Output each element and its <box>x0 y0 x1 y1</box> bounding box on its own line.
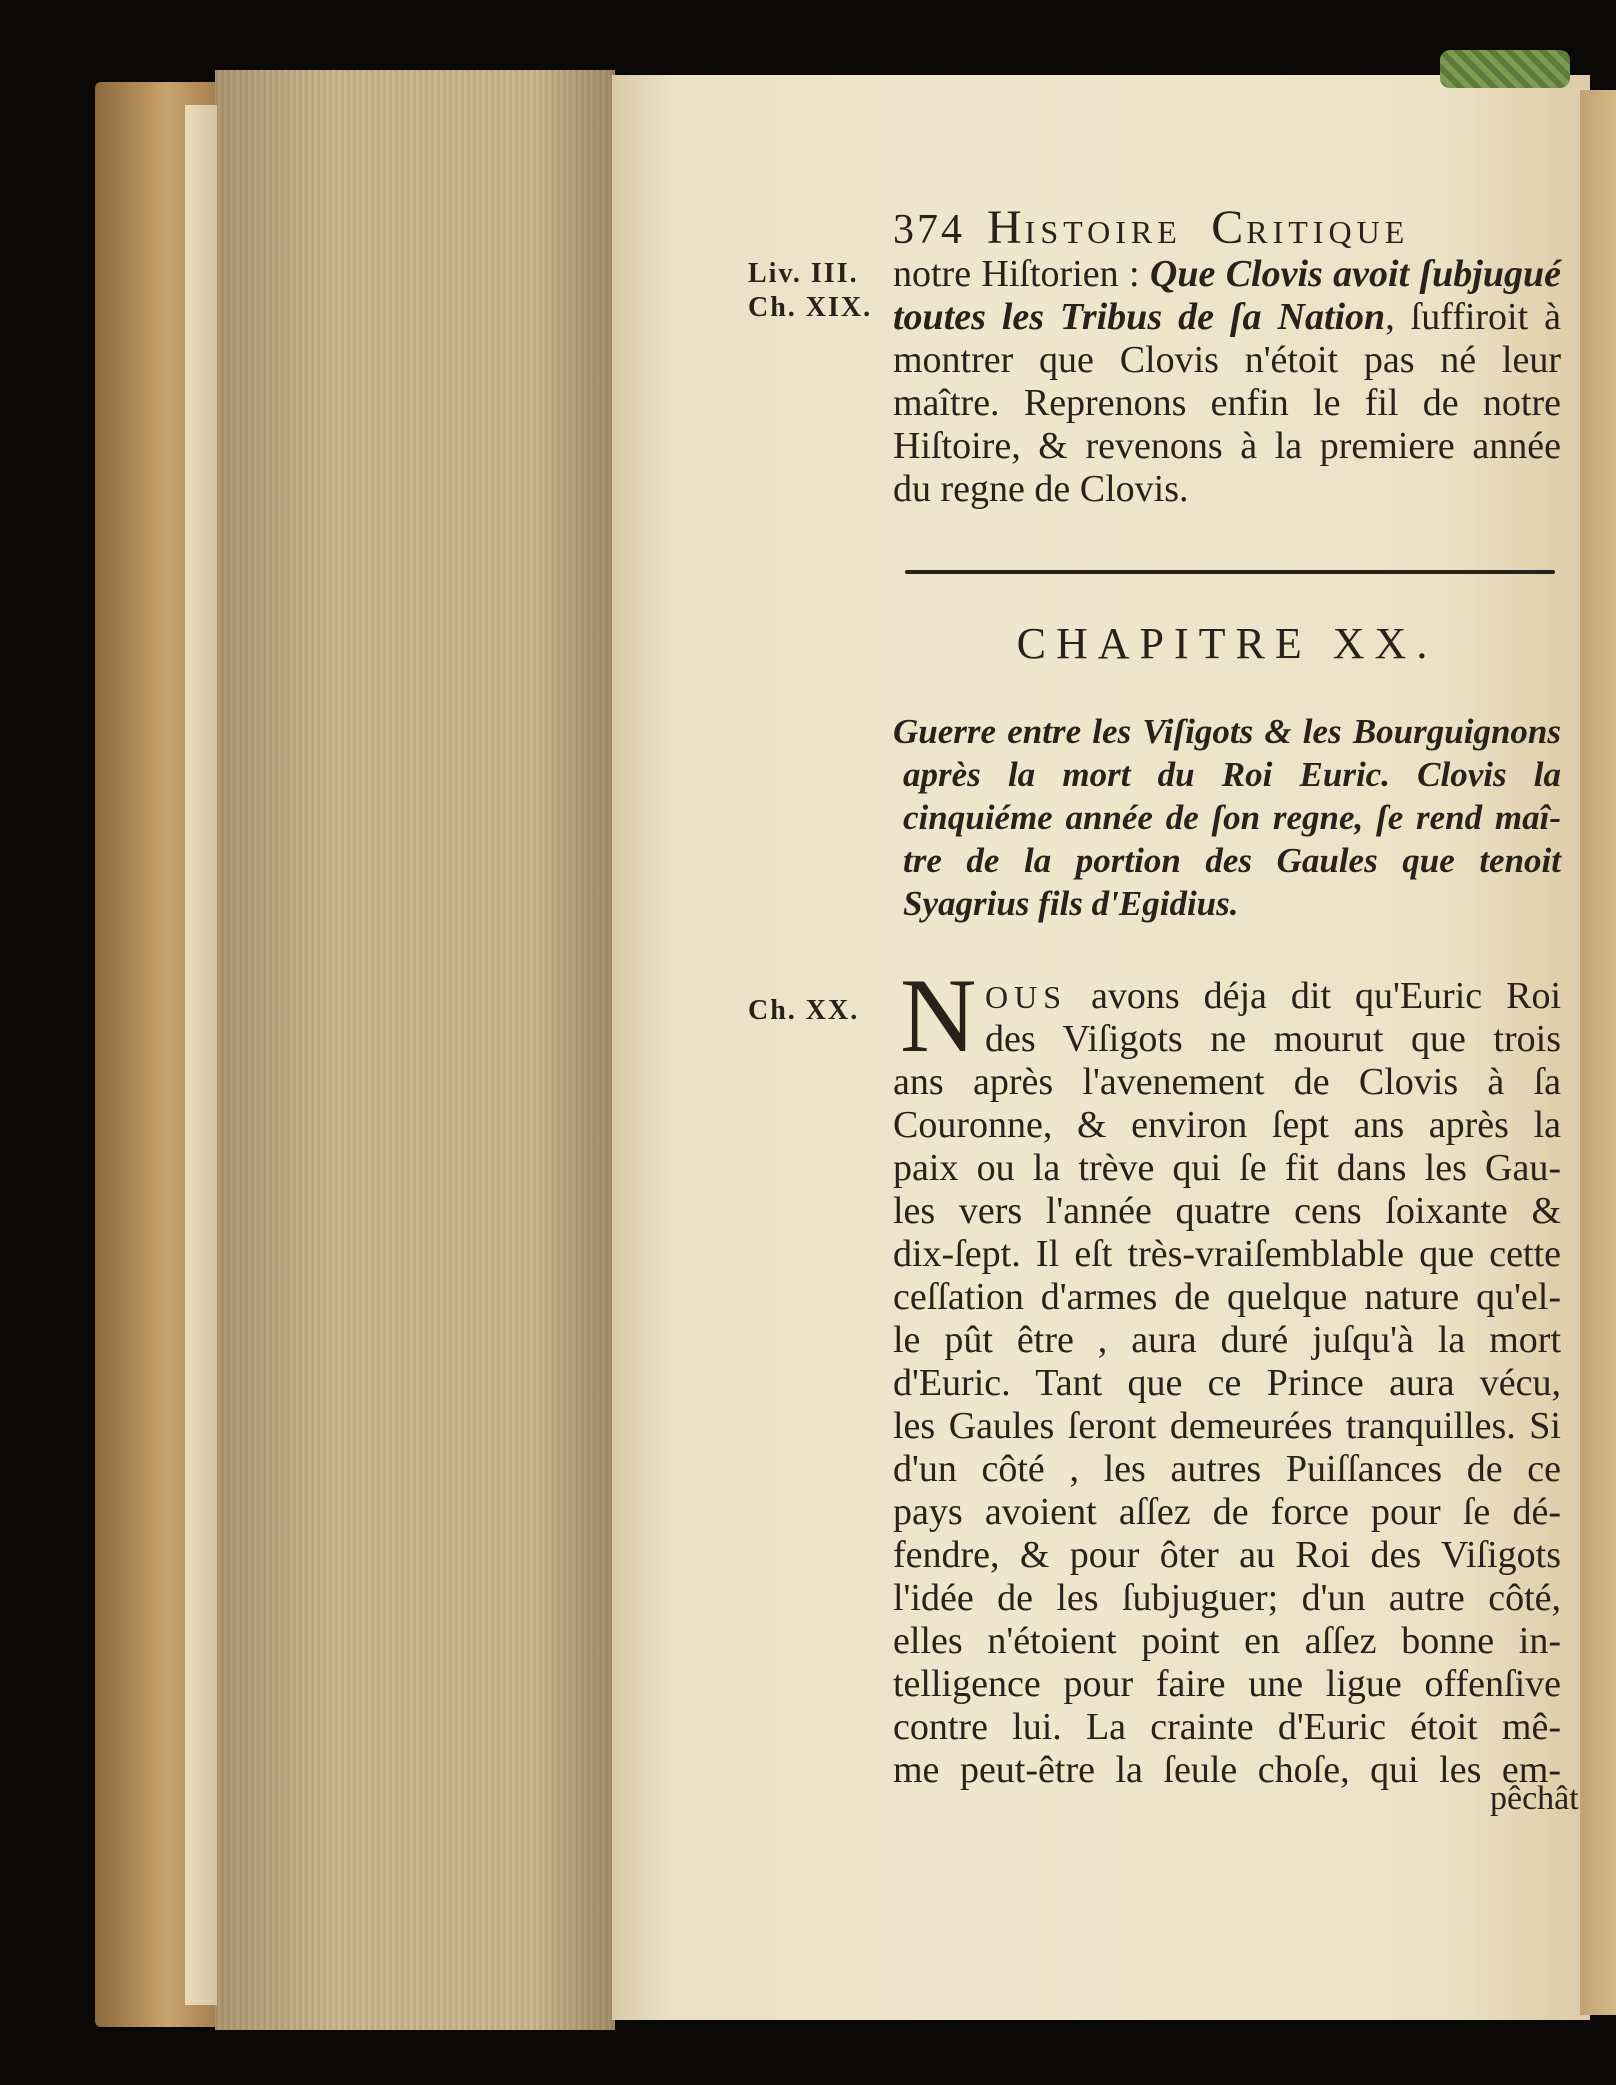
page-number: 374 <box>893 207 965 253</box>
drop-cap: N <box>900 957 977 1074</box>
text-line: d'un côté , les autres Puiſſances de ce <box>893 1448 1561 1490</box>
text-line: montrer que Clovis n'étoit pas né leur <box>893 339 1561 381</box>
header-subtitle-rest: RITIQUE <box>1246 214 1410 250</box>
smallcaps-opening: OUS <box>985 979 1068 1015</box>
text-line: dix-ſept. Il eſt très-vraiſemblable que cette <box>893 1233 1561 1275</box>
margin-note-ch-prev: Ch. XIX. <box>748 292 873 323</box>
header-subtitle-cap: C <box>1211 201 1247 254</box>
text-line: les vers l'année quatre cens ſoixante & <box>893 1190 1561 1232</box>
text-line <box>985 975 1561 1018</box>
text-line: ans après l'avenement de Clovis à ſa <box>893 1061 1561 1103</box>
summary-line: tre de la portion des Gaules que tenoit <box>903 841 1561 880</box>
text-line: des Viſigots ne mourut que trois <box>985 1018 1561 1060</box>
chapter-title: CHAPITRE XX. <box>1016 619 1438 668</box>
text-segment: notre Hiſtorien : <box>893 253 1150 295</box>
next-page-edge <box>1580 90 1616 2015</box>
text-line: elles n'étoient point en aſſez bonne in- <box>893 1620 1561 1662</box>
bookmark-ribbon <box>1440 50 1570 88</box>
text-line: pays avoient aſſez de force pour ſe dé- <box>893 1491 1561 1533</box>
text-line: Couronne, & environ ſept ans après la <box>893 1104 1561 1146</box>
text-segment: avons déja dit qu'Euric Roi <box>1091 975 1561 1017</box>
text-segment: , ſuffiroit à <box>1385 296 1561 338</box>
text-line: du regne de Clovis. <box>893 468 1189 510</box>
flyleaf-edge <box>185 105 217 2005</box>
text-line: l'idée de les ſubjuguer; d'un autre côté, <box>893 1577 1561 1619</box>
text-line: maître. Reprenons enfin le fil de notre <box>893 382 1561 424</box>
summary-line: après la mort du Roi Euric. Clovis la <box>903 755 1561 794</box>
summary-line: Syagrius fils d'Egidius. <box>903 884 1239 923</box>
running-header <box>893 200 1409 255</box>
summary-line: Guerre entre les Viſigots & les Bourguignons <box>893 712 1561 751</box>
header-title-cap: H <box>987 201 1025 254</box>
text-line: d'Euric. Tant que ce Prince aura vécu, <box>893 1362 1561 1404</box>
text-line: contre lui. La crainte d'Euric étoit mê- <box>893 1706 1561 1748</box>
text-line: fendre, & pour ôter au Roi des Viſigots <box>893 1534 1561 1576</box>
text-line: Hiſtoire, & revenons à la premiere année <box>893 425 1561 467</box>
page-edges-shade <box>215 70 615 2030</box>
text-line: ceſſation d'armes de quelque nature qu'el- <box>893 1276 1561 1318</box>
margin-note-liv: Liv. III. <box>748 258 859 289</box>
summary-line: cinquiéme année de ſon regne, ſe rend maî- <box>903 798 1561 837</box>
chapter-rule <box>905 570 1555 574</box>
text-line: me peut-être la ſeule choſe, qui les em- <box>893 1749 1561 1791</box>
italic-quote: Que Clovis avoit ſubjugué <box>1149 253 1561 295</box>
italic-quote: toutes les Tribus de ſa Nation <box>893 296 1386 338</box>
margin-note-ch-current: Ch. XX. <box>748 995 860 1026</box>
text-line: le pût être , aura duré juſqu'à la mort <box>893 1319 1561 1361</box>
header-title-rest: ISTOIRE <box>1024 214 1182 250</box>
text-line: les Gaules ſeront demeurées tranquilles. Si <box>893 1405 1561 1447</box>
text-line: telligence pour faire une ligue offenſive <box>893 1663 1561 1705</box>
text-line <box>893 296 1561 338</box>
text-line <box>893 253 1561 295</box>
text-line: paix ou la trève qui ſe fit dans les Gau- <box>893 1147 1561 1189</box>
catchword: pêchât <box>1490 1780 1579 1817</box>
